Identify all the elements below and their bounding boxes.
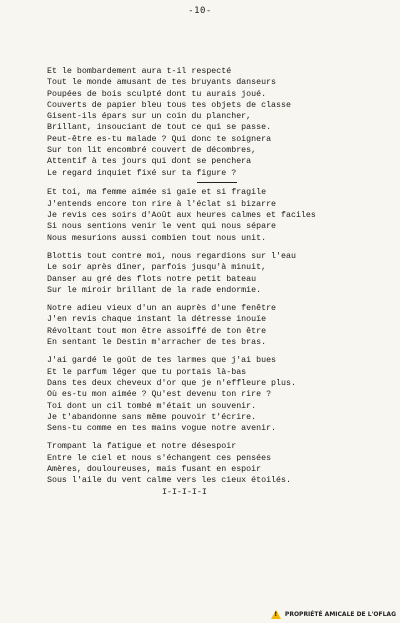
poem-line: Je revis ces soirs d'Août aux heures calmes et faciles: [47, 211, 316, 221]
poem-line: Sur ton lit encombré couvert de décombres,: [47, 146, 257, 156]
poem-line: Où es-tu mon aimée ? Qu'est devenu ton rire ?: [47, 390, 272, 400]
poem-line: Blottis tout contre moi, nous regardions sur l'eau: [47, 251, 296, 261]
poem-line: J'entends encore ton rire à l'éclat si bizarre: [47, 199, 277, 209]
poem-line: Et le parfum léger que tu portais là-bas: [47, 367, 247, 377]
poem-line: En sentant le Destin m'arracher de tes bras.: [47, 338, 267, 348]
poem-line: Je t'abandonne sans même pouvoir t'écrire.: [47, 412, 257, 422]
stanza: [47, 303, 397, 348]
page-number: -10-: [188, 6, 212, 16]
stanza: [47, 251, 397, 296]
poem-line: Dans tes deux cheveux d'or que je n'effleure plus.: [47, 378, 296, 388]
poem-line: Poupées de bois sculpté dont tu aurais joué.: [47, 89, 267, 99]
poem-line: Révoltant tout mon être assoiffé de ton être: [47, 326, 267, 336]
poem-line: Sur le miroir brillant de la rade endormie.: [47, 285, 262, 295]
poem-line: Danser au gré des flots notre petit bateau: [47, 274, 257, 284]
poem-line: Peut-être es-tu malade ? Qui donc te soignera: [47, 134, 272, 144]
stanza: [47, 441, 397, 486]
poem-line: Couverts de papier bleu tous tes objets de classe: [47, 100, 291, 110]
warning-triangle-icon: [271, 610, 281, 619]
poem-line: Le regard inquiet fixé sur ta figure ?: [47, 168, 237, 178]
poem-line: Trompant la fatigue et notre désespoir: [47, 442, 237, 452]
poem-line: Brillant, insouciant de tout ce qui se passe.: [47, 123, 272, 133]
poem-line: Et toi, ma femme aimée si gaie et si fragile: [47, 188, 267, 198]
poem-line: Toi dont un cil tombé m'était un souvenir.: [47, 401, 257, 411]
footer-stamp: [271, 610, 396, 619]
poem-line: J'en revis chaque instant la détresse inouïe: [47, 315, 267, 325]
poem-line: Tout le monde amusant de tes bruyants danseurs: [47, 78, 277, 88]
poem-line: Le soir après dîner, parfois jusqu'à minuit,: [47, 263, 267, 273]
poem-line: Si nous sentions venir le vent qui nous sépare: [47, 222, 277, 232]
footer-label: PROPRIÉTÉ AMICALE DE L'OFLAG: [284, 611, 396, 618]
poem-line: Entre le ciel et nous s'échangent ces pensées: [47, 453, 272, 463]
poem-line: Attentif à tes jours qui dont se penchera: [47, 157, 252, 167]
stanza: [47, 355, 397, 434]
stanza: [47, 187, 397, 243]
poem-line: Et le bombardement aura t-il respecté: [47, 67, 232, 76]
poem-line: Sous l'aile du vent calme vers les cieux étoilés.: [47, 476, 291, 486]
poem-line: Notre adieu vieux d'un an auprès d'une fenêtre: [47, 304, 277, 314]
poem-line: J'ai gardé le goût de tes larmes que j'ai bues: [47, 356, 277, 366]
poem: [47, 66, 397, 498]
end-mark: I-I-I-I-I: [162, 487, 207, 497]
section-divider: [197, 182, 237, 184]
poem-line: Nous mesurions aussi combien tout nous unit.: [47, 233, 267, 243]
poem-line: Gisent-ils épars sur un coin du plancher,: [47, 112, 252, 122]
poem-line: Sens-tu comme en tes mains vogue notre avenir.: [47, 424, 277, 434]
poem-line: Amères, douloureuses, mais fusant en espoir: [47, 465, 262, 474]
stanza: [47, 66, 397, 179]
